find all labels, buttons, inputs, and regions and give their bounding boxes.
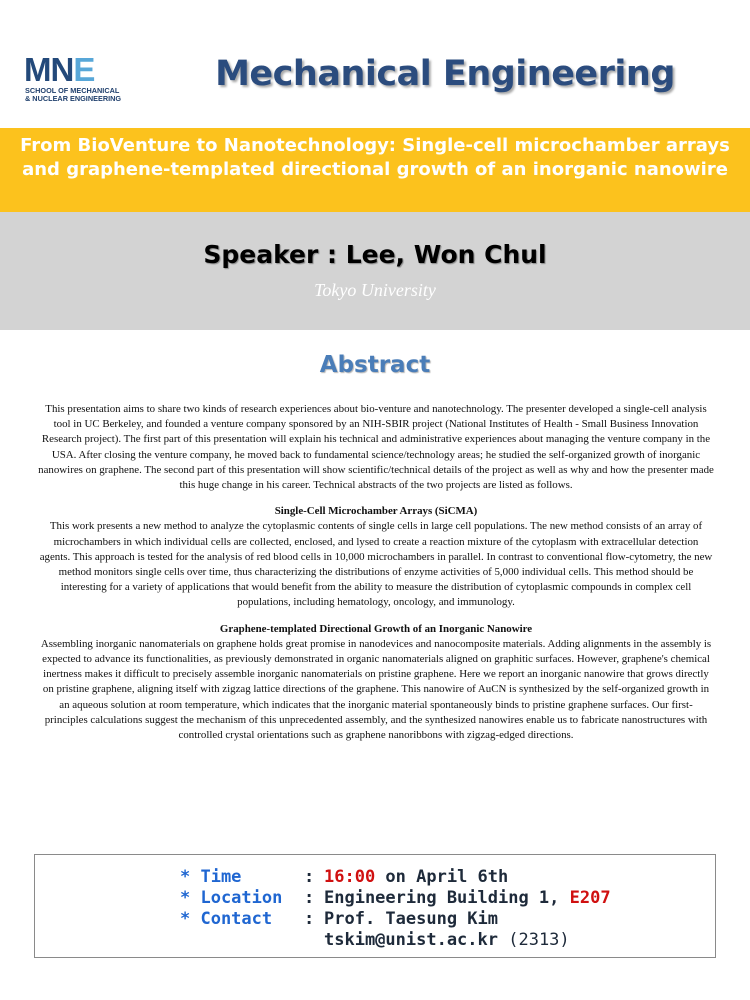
contact-colon: : [304,909,315,929]
section1-title: Single-Cell Microchamber Arrays (SiCMA) [274,505,478,518]
speaker-band [0,212,750,330]
abstract-intro: This presentation aims to share two kinds of research experiences about bio-venture and nanotechnology. The presenter developed a single-cell analysis tool in UC Berkeley, and founded a venture company sponsored by an NIH-SBIR project (National Institutes of Health - Small Business Innovation Research project). The first part of this presentation will explain his technical and administrative experiences about managing the venture company in the USA. After closing the venture company, he moved back to fundamental science/technology areas; he studied the self-organized growth of inorganic nanowires on graphene. The second part of this presentation will show scientific/technical details of the project as well as why and how the presenter made this huge change in his career. Technical abstracts of the two projects are listed as follows. [38,403,714,492]
contact-row [180,909,611,930]
abstract-body [38,402,714,743]
location-row [180,888,611,909]
speaker-affiliation: Tokyo University [314,280,436,300]
location-colon: : [304,888,315,908]
logo-mark [24,51,95,88]
location-room: E207 [569,888,611,908]
event-info-box [34,854,716,958]
school-logo [24,51,142,104]
contact-name: Prof. Taesung Kim [324,909,498,929]
section2-title: Graphene-templated Directional Growth of an Inorganic Nanowire [219,622,533,635]
logo-subtitle [25,87,121,103]
time-date: on April 6th [375,867,509,887]
department-title: Mechanical Engineering [215,54,675,94]
logo-letter-m: M [24,51,51,88]
logo-letter-e: E [73,51,95,88]
time-value: 16:00 [324,867,376,887]
abstract-heading: Abstract [319,352,431,378]
speaker-name: Speaker : Lee, Won Chul [203,240,547,269]
time-colon: : [304,867,315,887]
location-value: Engineering Building 1, [324,888,570,908]
section1-text: This work presents a new method to analyze the cytoplasmic contents of single cells in large cell populations. The new method consists of an array of microchambers in which individual cells are collected, enclosed, and lysed to create a reaction mixture of the cytoplasm with extracellular detection agents. This approach is tested for the analysis of red blood cells in 10,000 microchambers in parallel. In contrast to conventional flow-cytometry, the new method monitors single cells over time, thus characterizing the distributions of enzyme activities of 5,000 individual cells. This method should be interesting for a variety of applications that would benefit from the ability to measure the distribution of cytoplasmic compounds in complex cell populations, including hematology, oncology, and immunology. [39,520,713,609]
header [0,0,750,128]
time-row [180,867,611,888]
section2-text: Assembling inorganic nanomaterials on graphene holds great promise in nanodevices and nanocomposite materials. Adding alignments in the assembly is expected to advance its functionalities, as previously demonstrated in organic nanomaterials aligned on graphitic surfaces. However, graphene's chemical inertness makes it difficult to precisely assemble inorganic nanomaterials on pristine graphene. Here we report an inorganic nanowire that grows directly on pristine graphene, aligning itself with zigzag lattice directions of the graphene. This nanowire of AuCN is synthesized by the self-organized growth in an aqueous solution at room temperature, which indicates that the inorganic material spontaneously binds to pristine graphene surfaces. Our first-principles calculations suggest the mechanism of this unprecedented assembly, and the synthesized nanowires enable us to fabricate nanostructures with controlled crystal orientations such as graphene nanoribbons with zigzag-edged directions. [40,637,712,742]
logo-letter-n: N [50,51,74,88]
contact-phone: (2313) [498,930,570,950]
event-info [180,867,611,951]
contact-email-row [180,930,611,951]
logo-line-2: & NUCLEAR ENGINEERING [25,94,122,103]
location-label: * Location [180,888,283,908]
talk-title: From BioVenture to Nanotechnology: Single-cell microchamber arrays and graphene-templated directional growth of an inorganic nanowire [20,135,730,180]
logo-line-1: SCHOOL OF MECHANICAL [25,86,120,95]
talk-title-band [0,128,750,212]
contact-label: * Contact [180,909,273,929]
time-label: * Time [180,867,242,887]
contact-email[interactable]: tskim@unist.ac.kr [324,930,498,950]
